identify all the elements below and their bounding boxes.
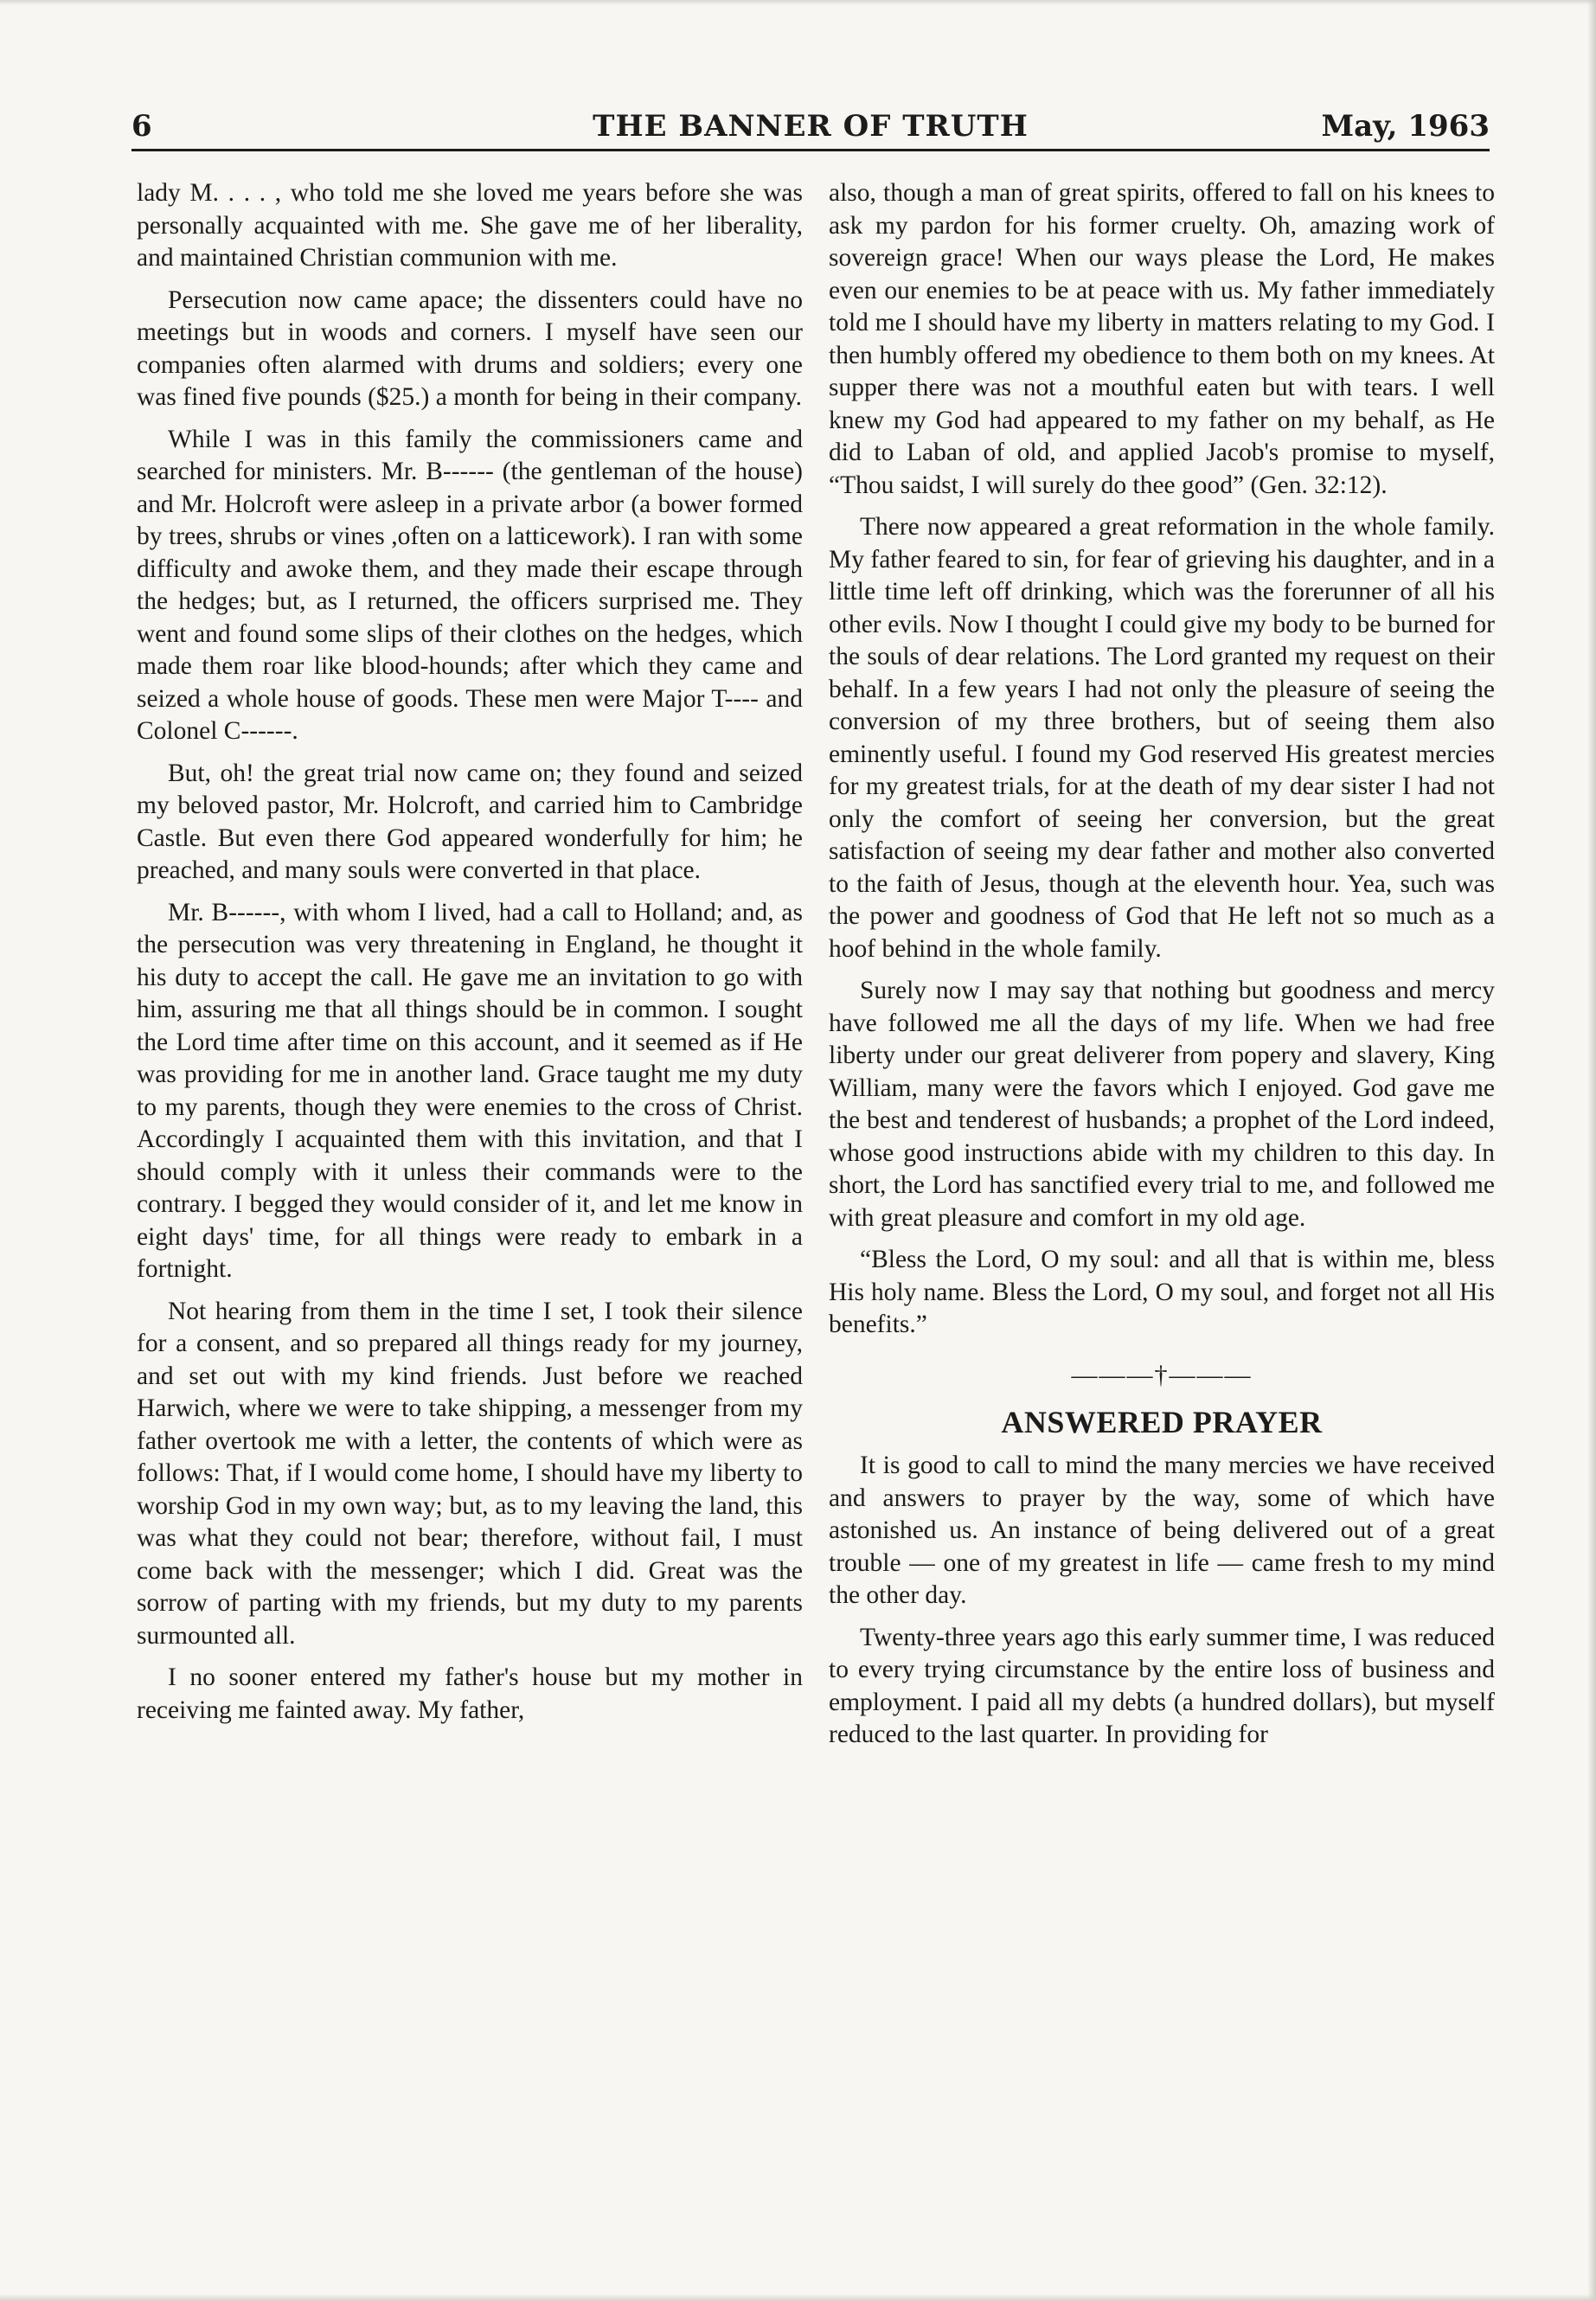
- paragraph: But, oh! the great trial now came on; they found and seized my beloved pastor, Mr. Holcroft, and carried him to Cambridge Castle. But even there God appeared wonderfully for him; he preached, and many souls were converted in that place.: [137, 759, 803, 884]
- left-column: [137, 177, 803, 1736]
- issue-date: May, 1963: [1321, 109, 1490, 144]
- paragraph: Twenty-three years ago this early summer time, I was reduced to every trying circumstance by the entire loss of business and employment. I paid all my debts (a hundred dollars), but myself reduced to the last quarter. In providing for: [829, 1623, 1495, 1748]
- paragraph: Surely now I may say that nothing but goodness and mercy have followed me all the days of my life. When we had free liberty under our great deliverer from popery and slavery, King William, many were the favors which I enjoyed. God gave me the best and tenderest of husbands; a prophet of the Lord indeed, whose good instructions abide with my children to this day. In short, the Lord has sanctified every trial to me, and followed me with great pleasure and comfort in my old age.: [829, 977, 1495, 1232]
- scan-edge-top: [0, 0, 1596, 5]
- paragraph: It is good to call to mind the many mercies we have received and answers to prayer by the way, some of which have astonished us. An instance of being delivered out of a great trouble — one of my greatest in life — came fresh to my mind the other day.: [829, 1452, 1495, 1609]
- paragraph: “Bless the Lord, O my soul: and all that is within me, bless His holy name. Bless the Lord, O my soul, and forget not all His benefits.”: [829, 1246, 1495, 1338]
- right-column: [829, 177, 1495, 1761]
- paragraph: I no sooner entered my father's house but my mother in receiving me fainted away. My father,: [137, 1663, 803, 1724]
- scan-edge-bottom: [0, 2294, 1596, 2301]
- paragraph: lady M. . . . , who told me she loved me years before she was personally acquainted with me. She gave me of her liberality, and maintained Christian communion with me.: [137, 179, 803, 272]
- paragraph: There now appeared a great reformation in the whole family. My father feared to sin, for fear of grieving his daughter, and in a little time left off drinking, which was the forerunner of all his other evils. Now I thought I could give my body to be burned for the souls of dear relations. The Lord granted my request on their behalf. In a few years I had not only the pleasure of seeing the conversion of my three brothers, but of seeing them also eminently useful. I found my God reserved His greatest mercies for my greatest trials, for at the death of my dear sister I had not only the comfort of seeing her conversion, but the great satisfaction of seeing my dear father and mother also converted to the faith of Jesus, though at the eleventh hour. Yea, such was the power and goodness of God that He left not so much as a hoof behind in the whole family.: [829, 513, 1495, 963]
- section-heading: ANSWERED PRAYER: [1001, 1405, 1323, 1439]
- paragraph: Persecution now came apace; the dissenters could have no meetings but in woods and corners. I myself have seen our companies often alarmed with drums and soldiers; every one was fined five pounds ($25.) a month for being in their company.: [137, 285, 803, 411]
- page-number: 6: [131, 109, 152, 144]
- publication-title: THE BANNER OF TRUTH: [593, 109, 1029, 144]
- paragraph: also, though a man of great spirits, offered to fall on his knees to ask my pardon for his former cruelty. Oh, amazing work of sovereign grace! When our ways please the Lord, He makes even our enemies to be at peace with us. My father immediately told me I should have my liberty in matters relating to my God. I then humbly offered my obedience to them both on my knees. At supper there was not a mouthful eaten but with tears. I well knew my God had appeared to my father on my behalf, as He did to Laban of old, and applied Jacob's promise to myself, “Thou saidst, I will surely do thee good” (Gen. 32:12).: [829, 179, 1495, 499]
- section-divider: ———†———: [1071, 1360, 1253, 1389]
- paragraph: Not hearing from them in the time I set, I took their silence for a consent, and so prepared all things ready for my journey, and set out with my kind friends. Just before we reached Harwich, where we were to take shipping, a messenger from my father overtook me with a letter, the contents of which were as follows: That, if I would come home, I should have my liberty to worship God in my own way; but, as to my leaving the land, this was what they could not bear; therefore, without fail, I must come back with the messenger; which I did. Great was the sorrow of parting with my friends, but my duty to my parents surmounted all.: [137, 1297, 803, 1650]
- page-header: [131, 106, 1490, 151]
- scan-edge-right: [1587, 0, 1596, 2301]
- paragraph: While I was in this family the commissioners came and searched for ministers. Mr. B------ (the gentleman of the house) and Mr. Holcroft were asleep in a private arbor (a bower formed by trees, shrubs or vines ,often on a latticework). I ran with some difficulty and awoke them, and they made their escape through the hedges; but, as I returned, the officers surprised me. They went and found some slips of their clothes on the hedges, which made them roar like blood-hounds; after which they came and seized a whole house of goods. These men were Major T---- and Colonel C------.: [137, 425, 803, 745]
- paragraph: Mr. B------, with whom I lived, had a call to Holland; and, as the persecution was very threatening in England, he thought it his duty to accept the call. He gave me an invitation to go with him, assuring me that all things should be in common. I sought the Lord time after time on this account, and it seemed as if He was providing for me in another land. Grace taught me my duty to my parents, though they were enemies to the cross of Christ. Accordingly I acquainted them with this invitation, and that I should comply with it unless their commands were to the contrary. I begged they would consider of it, and let me know in eight days' time, for all things were ready to embark in a fortnight.: [137, 898, 803, 1283]
